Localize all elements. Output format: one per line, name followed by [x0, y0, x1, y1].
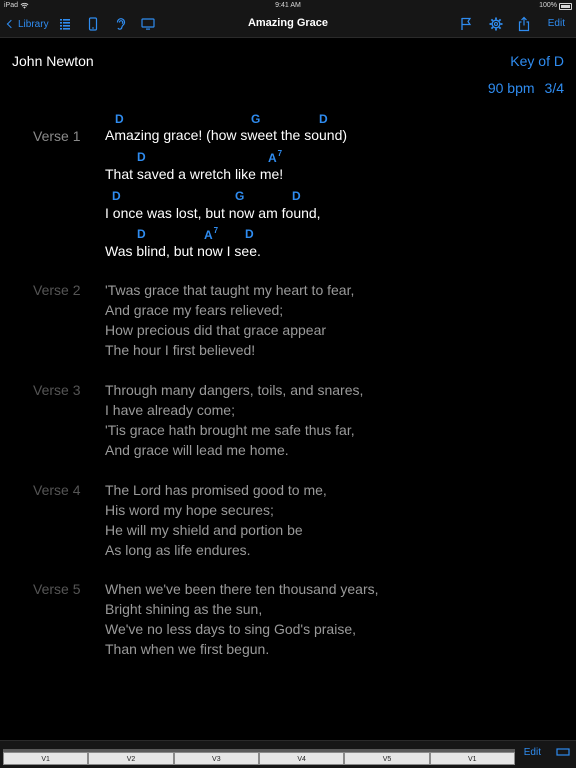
status-bar [0, 0, 576, 12]
share-icon[interactable] [516, 16, 532, 32]
battery-icon [559, 3, 572, 10]
battery-percent: 100% [539, 2, 557, 9]
lyric-line: His word my hope secures; [105, 502, 274, 518]
gear-icon[interactable] [488, 16, 504, 32]
song-key: Key of D [510, 53, 564, 69]
chord: G [235, 189, 245, 203]
verse-label: Verse 1 [33, 128, 81, 144]
verse-label: Verse 2 [33, 282, 81, 298]
lyric-line: How precious did that grace appear [105, 322, 327, 338]
flag-icon[interactable] [458, 16, 474, 32]
monitor-icon[interactable] [140, 16, 156, 32]
chord-extension: 7 [277, 149, 283, 158]
verse-segment-button[interactable]: V1 [430, 752, 515, 765]
lyric-line: Through many dangers, toils, and snares, [105, 382, 364, 398]
verse-navigator [3, 752, 515, 765]
chord-with-extension [268, 150, 282, 165]
chord-root: A [268, 151, 277, 165]
song-bpm: 90 bpm [487, 80, 535, 96]
lyric-line: Than when we first begun. [105, 641, 270, 657]
arrangement-edit-button[interactable]: Edit [523, 747, 541, 758]
song-tempo-meter [488, 80, 564, 96]
page-title: Amazing Grace [247, 17, 329, 29]
chord-root: A [204, 228, 213, 242]
composer-name: John Newton [12, 53, 94, 69]
chord: D [292, 189, 301, 203]
lyric-line: Bright shining as the sun, [105, 601, 263, 617]
lyric-line: Amazing grace! (how sweet the sound) [105, 127, 348, 143]
lyric-line: And grace will lead me home. [105, 442, 289, 458]
verse-segment-button[interactable]: V5 [344, 752, 429, 765]
rectangle-icon[interactable] [556, 747, 570, 757]
chord: G [251, 112, 261, 126]
verse-label: Verse 5 [33, 581, 81, 597]
clock: 9:41 AM [275, 2, 301, 9]
verse-segment-button[interactable]: V2 [88, 752, 173, 765]
lyric-line: He will my shield and portion be [105, 522, 303, 538]
lyric-line: Was blind, but now I see. [105, 243, 261, 259]
chord: D [115, 112, 124, 126]
hearing-icon[interactable] [113, 16, 129, 32]
lyric-line: As long as life endures. [105, 542, 251, 558]
lyric-line: I once was lost, but now am found, [105, 205, 321, 221]
verse-label: Verse 3 [33, 382, 81, 398]
chord-with-extension [204, 227, 218, 242]
song-time-signature: 3/4 [544, 80, 564, 96]
chord: D [137, 150, 146, 164]
lyric-line: I have already come; [105, 402, 235, 418]
chord: D [137, 227, 146, 241]
back-button-label: Library [18, 18, 49, 30]
list-icon[interactable] [57, 16, 73, 32]
lyric-line: We've no less days to sing God's praise, [105, 621, 356, 637]
phone-icon[interactable] [85, 16, 101, 32]
chevron-left-icon [7, 20, 15, 28]
verse-segment-button[interactable]: V1 [3, 752, 88, 765]
carrier-label: iPad [4, 2, 19, 9]
chord: D [319, 112, 328, 126]
chord: D [112, 189, 121, 203]
lyric-line: That saved a wretch like me! [105, 166, 284, 182]
edit-button[interactable]: Edit [547, 18, 565, 29]
verse-label: Verse 4 [33, 482, 81, 498]
back-button[interactable] [6, 17, 49, 31]
lyric-line: And grace my fears relieved; [105, 302, 284, 318]
lyric-line: When we've been there ten thousand years, [105, 581, 379, 597]
verse-segment-button[interactable]: V4 [259, 752, 344, 765]
nav-bar [0, 12, 576, 38]
chord-extension: 7 [213, 226, 219, 235]
chord: D [245, 227, 254, 241]
lyric-line: 'Twas grace that taught my heart to fear, [105, 282, 355, 298]
bottom-toolbar [0, 740, 576, 768]
lyric-line: 'Tis grace hath brought me safe thus far, [105, 422, 355, 438]
lyric-line: The hour I first believed! [105, 342, 256, 358]
lyric-line: The Lord has promised good to me, [105, 482, 327, 498]
verse-segment-button[interactable]: V3 [174, 752, 259, 765]
